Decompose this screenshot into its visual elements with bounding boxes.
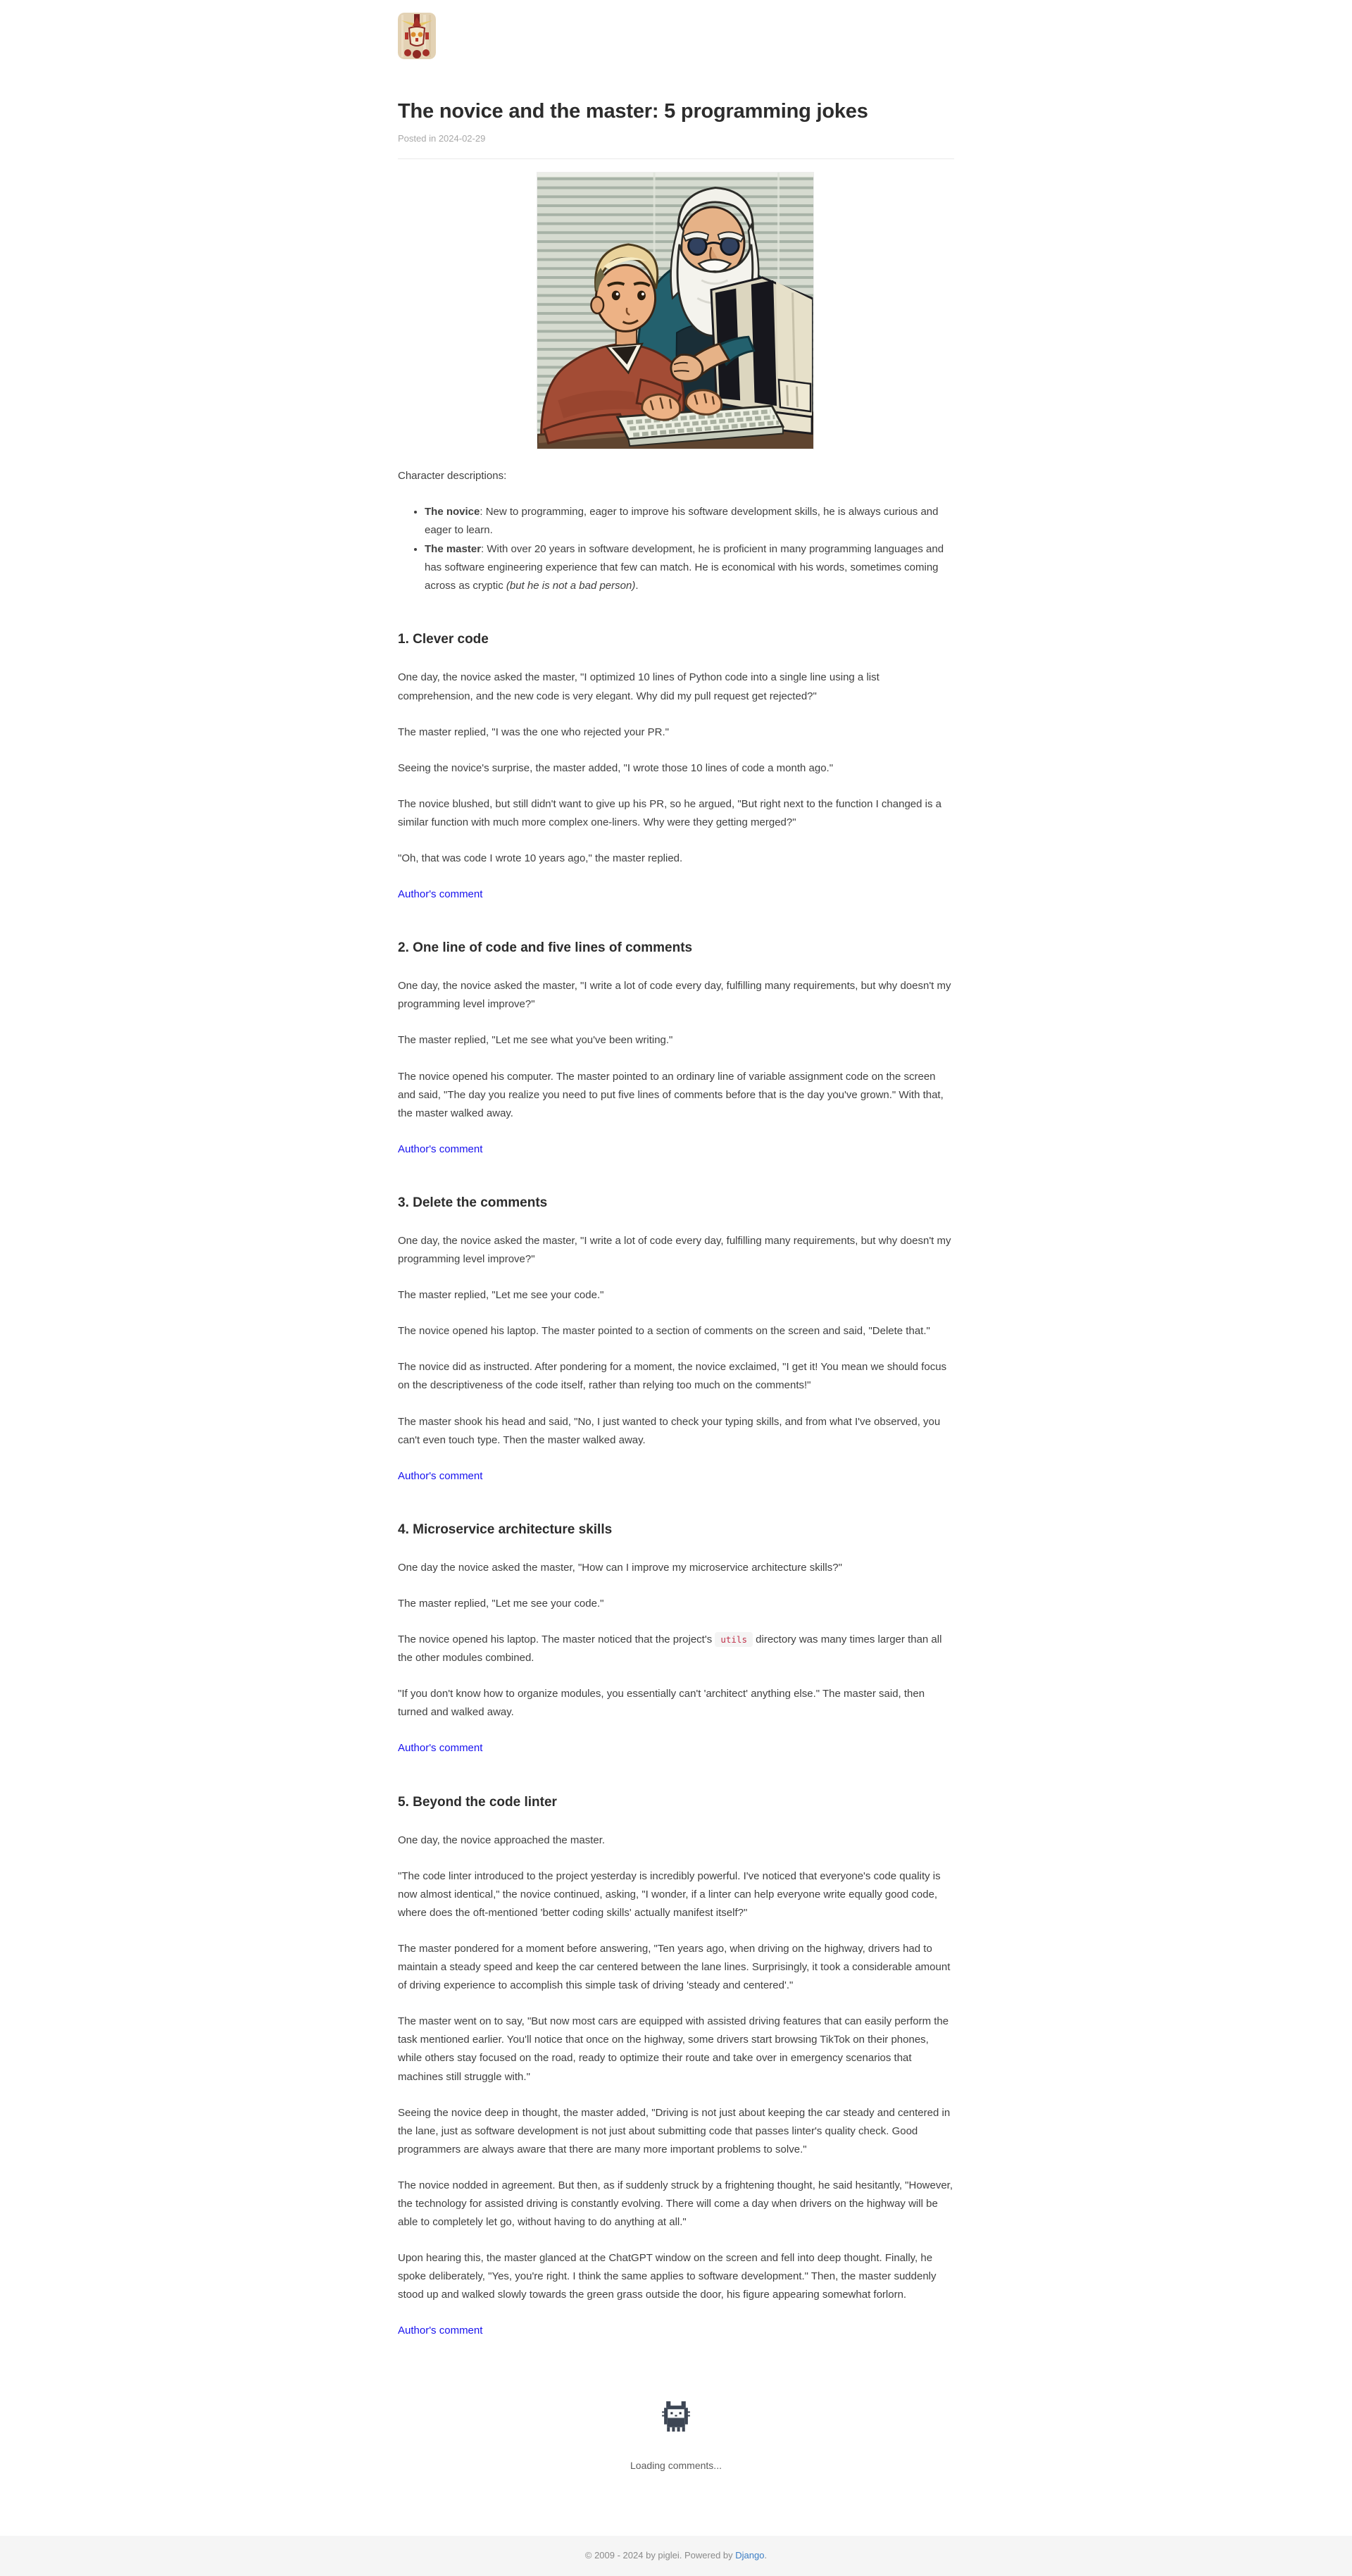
post-title: The novice and the master: 5 programming jokes	[398, 100, 868, 123]
author-comment-row	[398, 1739, 954, 1757]
comment-mascot-icon	[662, 2401, 690, 2434]
character-desc: : New to programming, eager to improve his software development skills, he is always curious and eager to learn.	[425, 505, 939, 537]
post	[398, 99, 954, 2474]
italic-note: (but he is not a bad person)	[506, 580, 636, 592]
paragraph: The master replied, "Let me see what you've been writing."	[398, 1034, 673, 1047]
paragraph: The master pondered for a moment before answering, "Ten years ago, when driving on the highway, drivers had to maintain a steady speed and keep the car centered between the lane lines. Surprisingly, it took a considerable amount of driving experience to accomplish this simple task of driving 'steady and centered'."	[398, 1942, 951, 1992]
authors-comment-link[interactable]: Author's comment	[398, 888, 483, 901]
authors-comment-link[interactable]: Author's comment	[398, 1742, 483, 1755]
paragraph: Seeing the novice's surprise, the master added, "I wrote those 10 lines of code a month ago."	[398, 761, 834, 774]
authors-comment-link[interactable]: Author's comment	[398, 1143, 483, 1155]
site-footer	[0, 2536, 1352, 2576]
character-list	[398, 503, 954, 595]
joke-section-2	[398, 936, 954, 1159]
paragraph: The master went on to say, "But now most cars are equipped with assisted driving features that can easily perform the task mentioned earlier. You'll notice that once on the highway, some drivers start browsing TikTok on their phones, while others stay focused on the road, ready to optimize their route and take over in emergency scenarios that machines still struggle with."	[398, 2015, 949, 2083]
paragraph: The master replied, "Let me see your code."	[398, 1289, 604, 1302]
hero-illustration	[537, 172, 815, 449]
paragraph: One day, the novice approached the master.	[398, 1834, 606, 1846]
paragraph: "Oh, that was code I wrote 10 years ago," the master replied.	[398, 852, 683, 865]
intro-text: Character descriptions:	[398, 469, 507, 482]
joke-section-4	[398, 1518, 954, 1758]
paragraph: Upon hearing this, the master glanced at the ChatGPT window on the screen and fell into deep thought. Finally, he spoke deliberately, "Yes, you're right. I think the same applies to software development." Then, the master suddenly stood up and walked slowly towards the green grass outside the door, his figure appearing somewhat forlorn.	[398, 2252, 937, 2301]
hero-illustration-svg	[537, 172, 814, 449]
post-meta: Posted in 2024-02-29	[398, 133, 486, 144]
paragraph: Seeing the novice deep in thought, the master added, "Driving is not just about keeping the car steady and centered in the lane, just as software development is not just about submitting code that passes linter's quality check. Good programmers are always aware that there are many more important problems to solve."	[398, 2106, 951, 2155]
paragraph: "If you don't know how to organize modules, you essentially can't 'architect' anything else." The master said, then turned and walked away.	[398, 1688, 925, 1719]
paragraph: One day the novice asked the master, "How can I improve my microservice architecture skills?"	[398, 1561, 842, 1574]
divider	[398, 158, 954, 159]
paragraph: The novice opened his laptop. The master pointed to a section of comments on the screen and said, "Delete that."	[398, 1325, 930, 1338]
comments-loading-text: Loading comments...	[630, 2459, 722, 2471]
comments-area	[398, 2401, 954, 2474]
character-item-novice	[425, 503, 954, 540]
author-comment-row	[398, 885, 954, 904]
footer-text	[0, 2548, 1352, 2564]
site-logo-icon	[398, 13, 436, 59]
django-link[interactable]: Django	[735, 2549, 765, 2561]
character-desc-end: .	[635, 580, 639, 592]
paragraph: One day, the novice asked the master, "I write a lot of code every day, fulfilling many requirements, but why doesn't my programming level improve?"	[398, 980, 951, 1011]
section-heading: 1. Clever code	[398, 632, 489, 647]
authors-comment-link[interactable]: Author's comment	[398, 1469, 483, 1482]
character-name: The novice	[425, 505, 480, 518]
paragraph: The master shook his head and said, "No, I just wanted to check your typing skills, and from what I've observed, you can't even touch type. Then the master walked away.	[398, 1415, 941, 1446]
copyright-text: © 2009 - 2024 by piglei. Powered by	[584, 2549, 736, 2561]
site-header	[398, 0, 954, 59]
paragraph: "The code linter introduced to the project yesterday is incredibly powerful. I've noticed that everyone's code quality is now almost identical," the novice continued, asking, "I wonder, if a linter can help everyone write equally good code, where does the oft-mentioned 'better coding skills' actually manifest itself?"	[398, 1869, 941, 1919]
paragraph: The master replied, "Let me see your code."	[398, 1597, 604, 1610]
section-heading: 4. Microservice architecture skills	[398, 1522, 613, 1537]
paragraph: The novice blushed, but still didn't want to give up his PR, so he argued, "But right next to the function I changed is a similar function with much more complex one-liners. Why were they getting merged?"	[398, 797, 941, 828]
authors-comment-link[interactable]: Author's comment	[398, 2325, 483, 2337]
paragraph: The novice did as instructed. After pondering for a moment, the novice exclaimed, "I get it! You mean we should focus on the descriptiveness of the code itself, rather than relying too much on the comments!"	[398, 1361, 947, 1392]
section-heading: 2. One line of code and five lines of comments	[398, 940, 693, 956]
paragraph: The novice nodded in agreement. But then, as if suddenly struck by a frightening thought, he said hesitantly, "However, the technology for assisted driving is constantly evolving. There will come a day when drivers on the highway will be able to completely let go, without having to do anything at all."	[398, 2179, 953, 2229]
paragraph-text: directory was many times larger than all the other modules combined.	[398, 1634, 942, 1665]
character-item-master	[425, 540, 954, 595]
section-heading: 5. Beyond the code linter	[398, 1794, 557, 1810]
author-comment-row	[398, 1467, 954, 1486]
paragraph-text: The novice opened his laptop. The master noticed that the project's	[398, 1634, 715, 1646]
paragraph: The master replied, "I was the one who rejected your PR."	[398, 726, 669, 738]
author-comment-row	[398, 2322, 954, 2340]
paragraph: One day, the novice asked the master, "I write a lot of code every day, fulfilling many requirements, but why doesn't my programming level improve?"	[398, 1234, 951, 1266]
inline-code: utils	[715, 1632, 753, 1647]
site-logo-link[interactable]	[398, 13, 436, 59]
joke-section-5	[398, 1791, 954, 2341]
paragraph: The novice opened his computer. The master pointed to an ordinary line of variable assignment code on the screen and said, "The day you realize you need to put five lines of comments before that is the day you've grown." With that, the master walked away.	[398, 1070, 944, 1119]
paragraph	[398, 1631, 954, 1667]
paragraph: One day, the novice asked the master, "I optimized 10 lines of Python code into a single line using a list comprehension, and the new code is very elegant. Why did my pull request get rejected?"	[398, 671, 880, 702]
footer-suffix: .	[764, 2549, 768, 2561]
joke-section-3	[398, 1191, 954, 1486]
character-name: The master	[425, 543, 482, 556]
character-desc: : With over 20 years in software development, he is proficient in many programming languages and has software engineering experience that few can match. He is economical with his words, sometimes coming across as cryptic	[425, 543, 944, 592]
section-heading: 3. Delete the comments	[398, 1195, 548, 1210]
joke-section-1	[398, 628, 954, 904]
author-comment-row	[398, 1140, 954, 1159]
